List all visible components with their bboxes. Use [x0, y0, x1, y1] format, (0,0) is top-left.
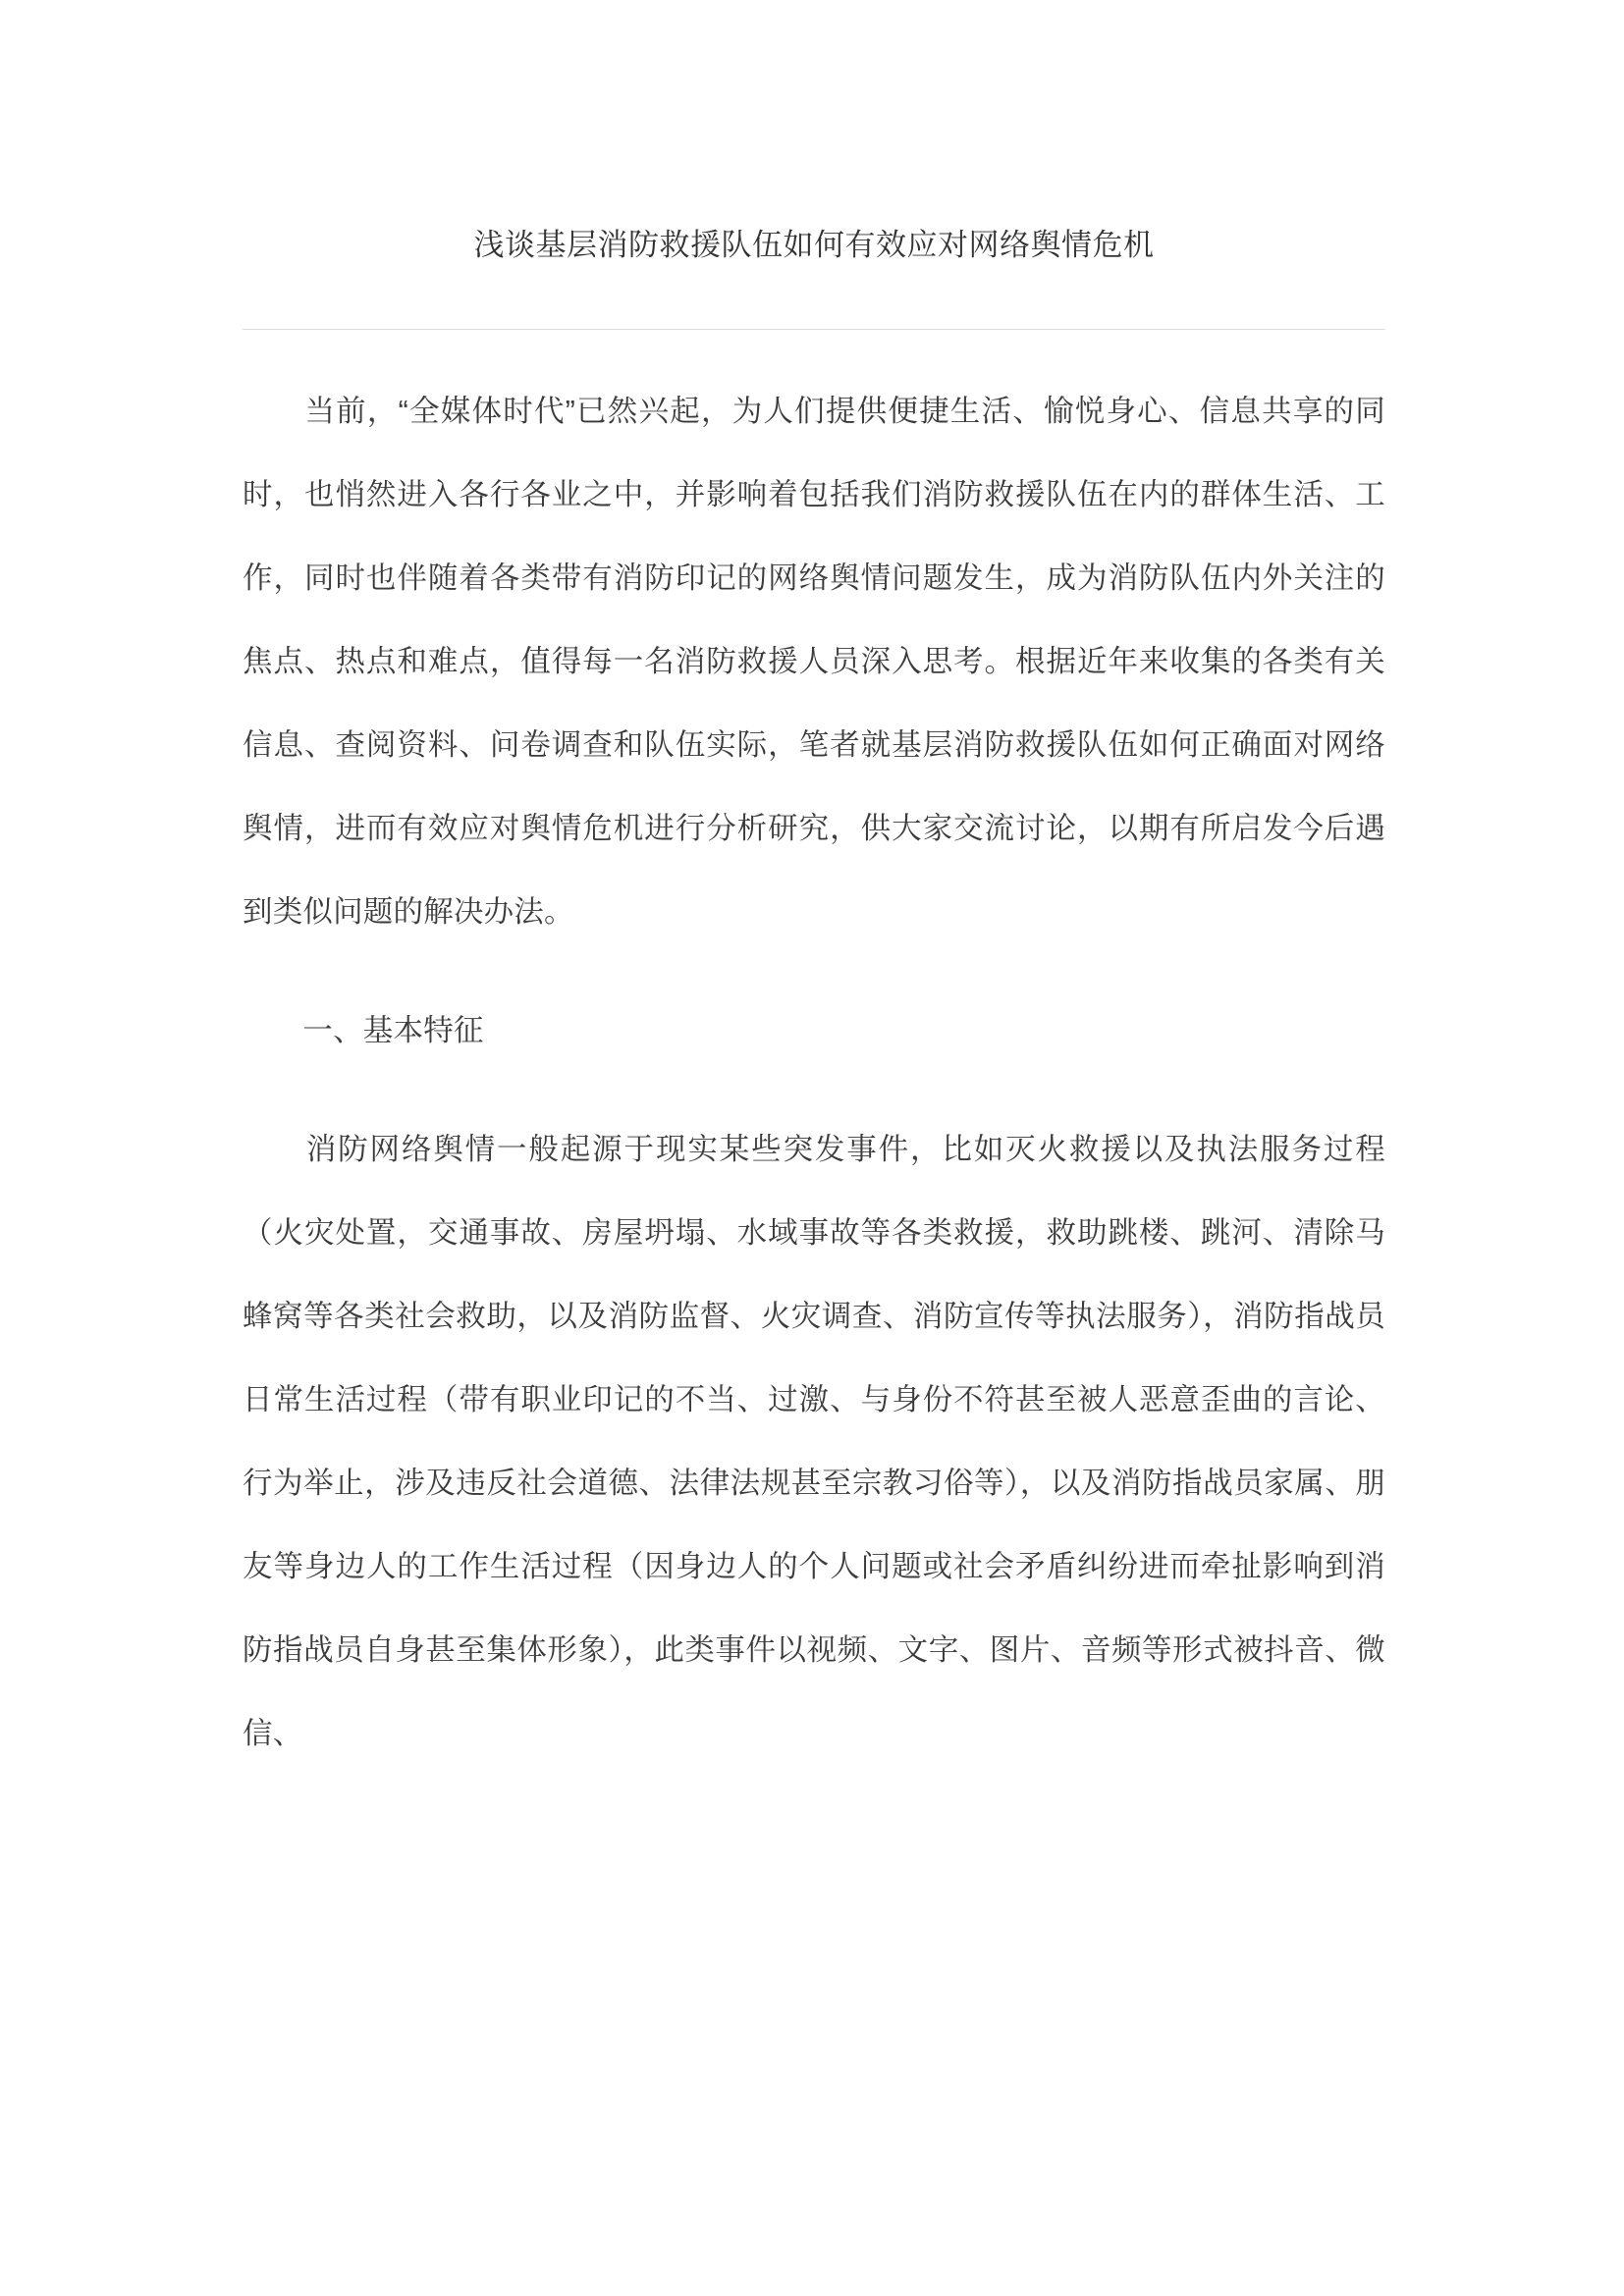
paragraph-intro: 当前，“全媒体时代”已然兴起，为人们提供便捷生活、愉悦身心、信息共享的同时，也悄然进入各行各业之中，并影响着包括我们消防救援队伍在内的群体生活、工作，同时也伴随着各类带有消防印记的网络舆情问题发生，成为消防队伍内外关注的焦点、热点和难点，值得每一名消防救援人员深入思考。根据近年来收集的各类有关信息、查阅资料、问卷调查和队伍实际，笔者就基层消防救援队伍如何正确面对网络舆情，进而有效应对舆情危机进行分析研究，供大家交流讨论，以期有所启发今后遇到类似问题的解决办法。 — [243, 395, 1385, 930]
section-heading-1: 一、基本特征 — [243, 1014, 484, 1048]
title-divider — [243, 329, 1385, 330]
paragraph-section-1-1: 消防网络舆情一般起源于现实某些突发事件，比如灭火救援以及执法服务过程（火灾处置，交通事故、房屋坍塌、水域事故等各类救援，救助跳楼、跳河、清除马蜂窝等各类社会救助，以及消防监督、火灾调查、消防宣传等执法服务），消防指战员日常生活过程（带有职业印记的不当、过激、与身份不符甚至被人恶意歪曲的言论、行为举止，涉及违反社会道德、法律法规甚至宗教习俗等），以及消防指战员家属、朋友等身边人的工作生活过程（因身边人的个人问题或社会矛盾纠纷进而牵扯影响到消防指战员自身甚至集体形象），此类事件以视频、文字、图片、音频等形式被抖音、微信、 — [243, 1133, 1385, 1751]
document-content — [243, 0, 1385, 1776]
page-title: 浅谈基层消防救援队伍如何有效应对网络舆情危机 — [473, 228, 1155, 262]
